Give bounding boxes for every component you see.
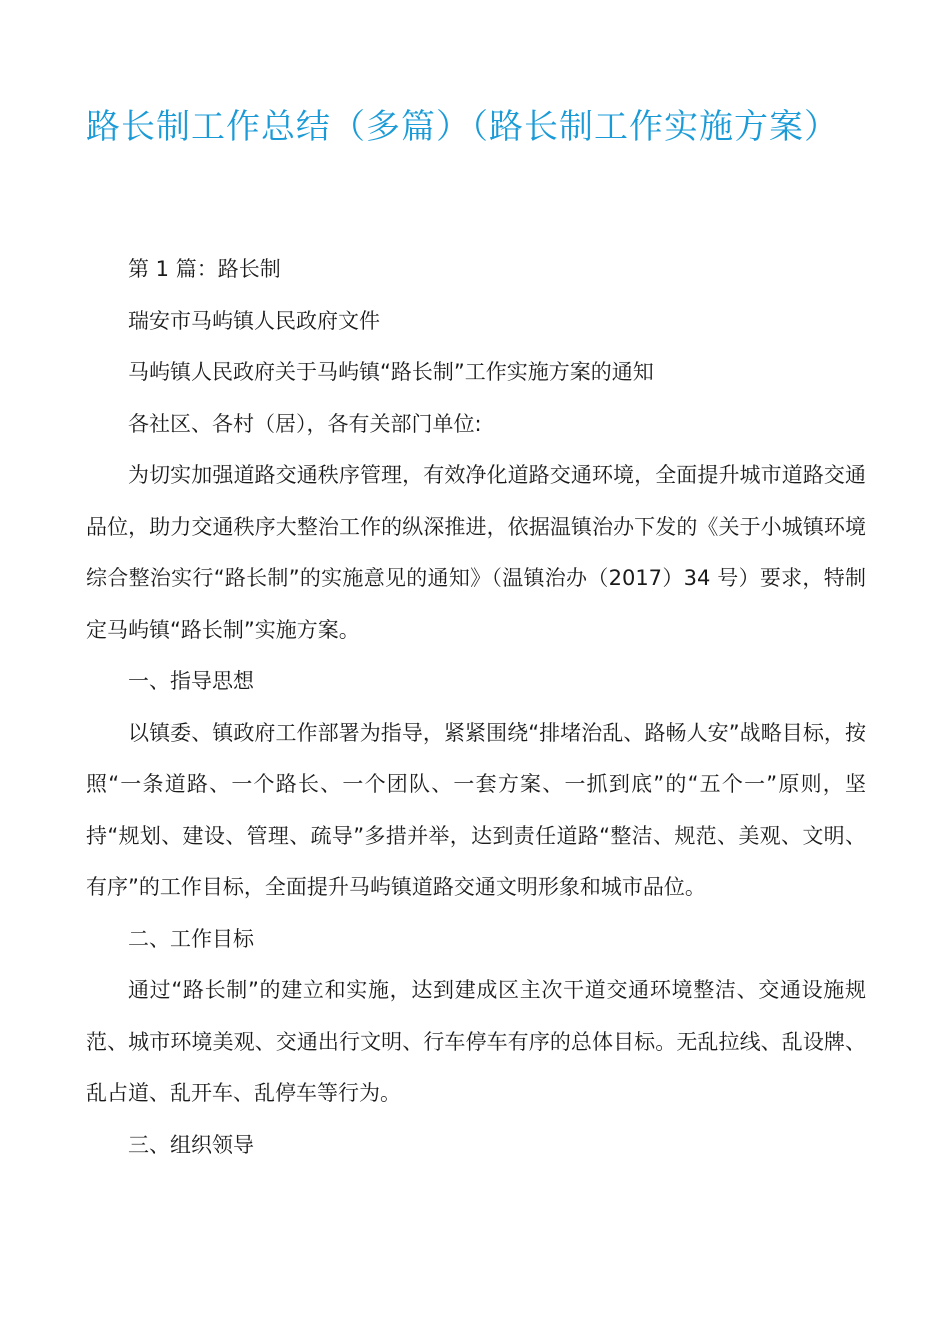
intro-paragraph: 为切实加强道路交通秩序管理，有效净化道路交通环境，全面提升城市道路交通品位，助力交通秩序大整治工作的纵深推进，依据温镇治办下发的《关于小城镇环境综合整治实行“路长制”的实施意见的通知》（温镇治办（2017）34 号）要求，特制定马屿镇“路长制”实施方案。 [86, 463, 866, 642]
document-body [86, 244, 866, 1171]
issuer-line: 瑞安市马屿镇人民政府文件 [128, 308, 380, 333]
guiding-ideology-paragraph: 以镇委、镇政府工作部署为指导，紧紧围绕“排堵治乱、路畅人安”战略目标，按照“一条道路、一个路长、一个团队、一套方案、一抓到底”的“五个一”原则，坚持“规划、建设、管理、疏导”多措并举，达到责任道路“整洁、规范、美观、文明、有序”的工作目标，全面提升马屿镇道路交通文明形象和城市品位。 [86, 720, 866, 899]
chapter-heading: 第 1 篇：路长制 [128, 257, 281, 281]
work-goals-paragraph: 通过“路长制”的建立和实施，达到建成区主次干道交通环境整洁、交通设施规范、城市环境美观、交通出行文明、行车停车有序的总体目标。无乱拉线、乱设牌、乱占道、乱开车、乱停车等行为。 [86, 978, 866, 1105]
section-heading-guiding-ideology: 一、指导思想 [128, 669, 254, 693]
document-title: 路长制工作总结（多篇）（路长制工作实施方案） [86, 107, 839, 147]
section-heading-organization: 三、组织领导 [128, 1132, 254, 1157]
notice-title: 马屿镇人民政府关于马屿镇“路长制”工作实施方案的通知 [128, 360, 654, 384]
recipients-line: 各社区、各村（居），各有关部门单位: [128, 411, 482, 436]
section-heading-work-goals: 二、工作目标 [128, 926, 254, 951]
